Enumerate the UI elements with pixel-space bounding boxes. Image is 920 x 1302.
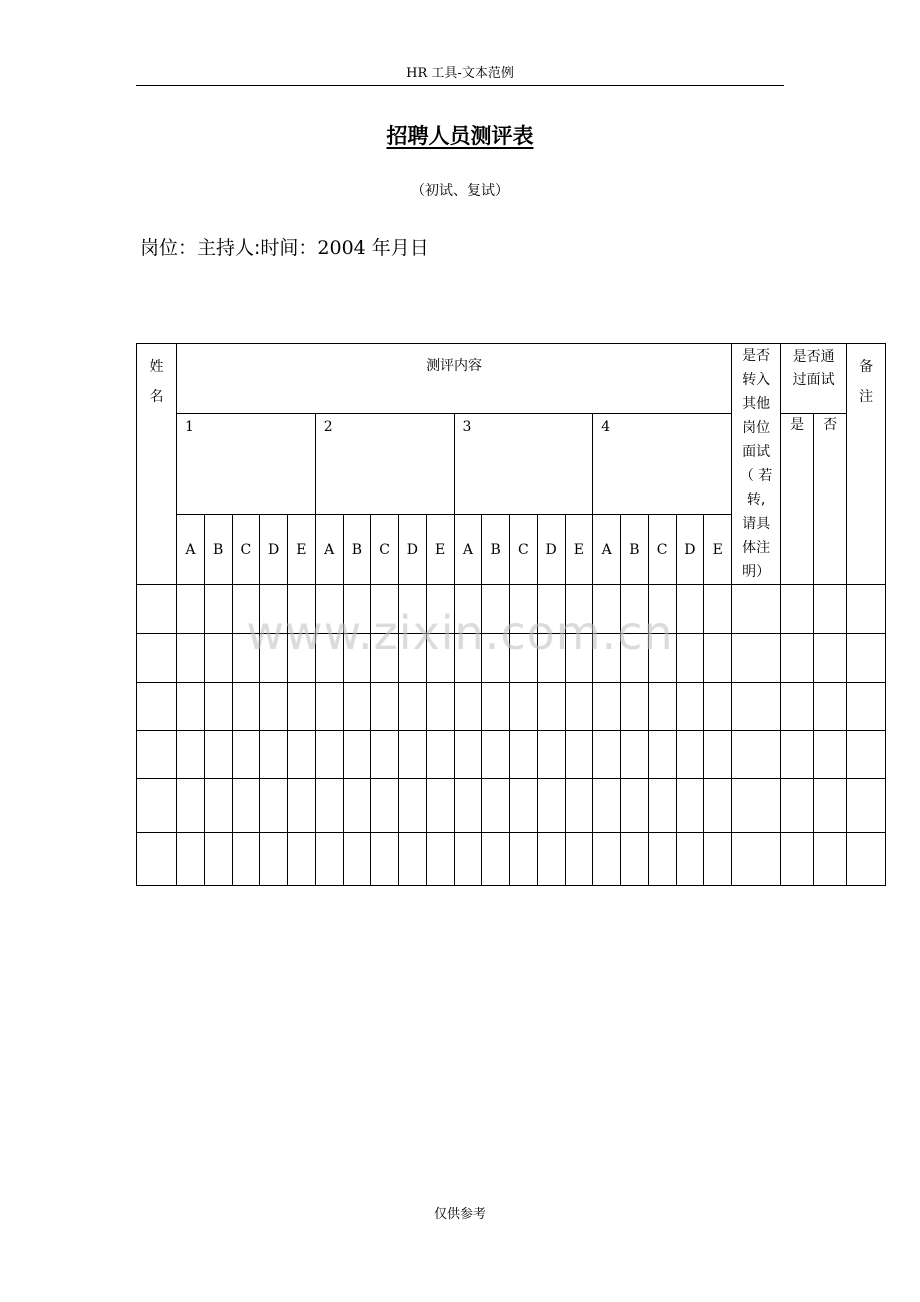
- table-cell[interactable]: [399, 731, 427, 779]
- table-cell[interactable]: [315, 634, 343, 683]
- table-cell[interactable]: [288, 683, 316, 731]
- table-cell[interactable]: [732, 683, 781, 731]
- table-cell[interactable]: [648, 585, 676, 634]
- table-cell[interactable]: [343, 585, 371, 634]
- table-cell[interactable]: [260, 731, 288, 779]
- table-cell[interactable]: [137, 634, 177, 683]
- header-row-1: [137, 344, 886, 414]
- table-cell[interactable]: [426, 634, 454, 683]
- table-cell[interactable]: [732, 779, 781, 833]
- option-1-e: E: [288, 515, 316, 585]
- table-cell[interactable]: [847, 731, 886, 779]
- table-cell[interactable]: [847, 585, 886, 634]
- table-cell[interactable]: [315, 833, 343, 886]
- option-4-c: C: [648, 515, 676, 585]
- table-cell[interactable]: [454, 683, 482, 731]
- option-1-c: C: [232, 515, 260, 585]
- table-cell[interactable]: [814, 731, 847, 779]
- table-cell[interactable]: [399, 683, 427, 731]
- document-title: [0, 122, 920, 150]
- table-cell[interactable]: [288, 585, 316, 634]
- table-cell[interactable]: [648, 779, 676, 833]
- table-cell[interactable]: [343, 779, 371, 833]
- table-cell[interactable]: [510, 779, 538, 833]
- table-cell[interactable]: [676, 585, 704, 634]
- table-row: [137, 585, 886, 634]
- info-date: 2004 年月日: [317, 237, 429, 259]
- table-cell[interactable]: [565, 833, 593, 886]
- table-cell[interactable]: [482, 683, 510, 731]
- table-cell[interactable]: [621, 585, 649, 634]
- table-cell[interactable]: [315, 683, 343, 731]
- table-cell[interactable]: [537, 634, 565, 683]
- table-cell[interactable]: [426, 731, 454, 779]
- table-cell[interactable]: [232, 634, 260, 683]
- table-cell[interactable]: [204, 833, 232, 886]
- table-cell[interactable]: [343, 634, 371, 683]
- table-cell[interactable]: [232, 585, 260, 634]
- option-4-d: D: [676, 515, 704, 585]
- table-cell[interactable]: [593, 683, 621, 731]
- info-line: [140, 236, 429, 260]
- table-cell[interactable]: [454, 634, 482, 683]
- table-cell[interactable]: [621, 833, 649, 886]
- table-cell[interactable]: [260, 585, 288, 634]
- group-header-1: 1: [177, 414, 316, 515]
- content-header: 测评内容: [177, 344, 732, 414]
- table-cell[interactable]: [648, 833, 676, 886]
- table-cell[interactable]: [426, 585, 454, 634]
- table-cell[interactable]: [137, 833, 177, 886]
- table-cell[interactable]: [260, 779, 288, 833]
- table-cell[interactable]: [676, 731, 704, 779]
- title-text: 招聘人员测评表: [386, 123, 534, 148]
- transfer-header: 是否 转入 其他 岗位 面试 （ 若 转, 请具 体注 明）: [732, 344, 781, 585]
- evaluation-table: [136, 343, 886, 886]
- table-cell[interactable]: [814, 779, 847, 833]
- table-cell[interactable]: [510, 833, 538, 886]
- table-cell[interactable]: [232, 683, 260, 731]
- table-cell[interactable]: [371, 683, 399, 731]
- table-cell[interactable]: [232, 731, 260, 779]
- table-cell[interactable]: [593, 833, 621, 886]
- table-cell[interactable]: [137, 731, 177, 779]
- table-cell[interactable]: [177, 683, 205, 731]
- table-cell[interactable]: [399, 833, 427, 886]
- page-header: HR 工具-文本范例: [406, 66, 514, 81]
- table-cell[interactable]: [482, 833, 510, 886]
- table-cell[interactable]: [371, 833, 399, 886]
- table-cell[interactable]: [621, 683, 649, 731]
- table-cell[interactable]: [204, 683, 232, 731]
- table-cell[interactable]: [781, 779, 814, 833]
- table-cell[interactable]: [510, 731, 538, 779]
- option-1-a: A: [177, 515, 205, 585]
- table-cell[interactable]: [648, 634, 676, 683]
- page-footer: 仅供参考: [433, 1207, 486, 1222]
- table-cell[interactable]: [732, 634, 781, 683]
- table-cell[interactable]: [565, 731, 593, 779]
- remarks-header: 备 注: [847, 344, 886, 585]
- table-cell[interactable]: [288, 833, 316, 886]
- table-row: [137, 634, 886, 683]
- table-cell[interactable]: [676, 779, 704, 833]
- table-cell[interactable]: [454, 833, 482, 886]
- table-cell[interactable]: [621, 731, 649, 779]
- table-cell[interactable]: [137, 779, 177, 833]
- table-cell[interactable]: [288, 731, 316, 779]
- table-cell[interactable]: [177, 833, 205, 886]
- table-cell[interactable]: [704, 833, 732, 886]
- table-cell[interactable]: [454, 731, 482, 779]
- table-cell[interactable]: [537, 683, 565, 731]
- table-cell[interactable]: [537, 585, 565, 634]
- pass-no-header: 否: [814, 414, 847, 585]
- info-fields: 岗位：主持人:时间：: [140, 237, 318, 259]
- table-cell[interactable]: [565, 779, 593, 833]
- table-cell[interactable]: [648, 683, 676, 731]
- document-subtitle: （初试、复试）: [411, 183, 509, 199]
- table-cell[interactable]: [593, 634, 621, 683]
- table-cell[interactable]: [137, 585, 177, 634]
- table-cell[interactable]: [814, 634, 847, 683]
- table-cell[interactable]: [732, 833, 781, 886]
- table-cell[interactable]: [426, 833, 454, 886]
- table-cell[interactable]: [814, 833, 847, 886]
- table-cell[interactable]: [482, 731, 510, 779]
- table-cell[interactable]: [593, 731, 621, 779]
- table-cell[interactable]: [704, 731, 732, 779]
- table-cell[interactable]: [232, 779, 260, 833]
- table-cell[interactable]: [315, 779, 343, 833]
- group-header-4: 4: [593, 414, 732, 515]
- table-cell[interactable]: [482, 585, 510, 634]
- table-row: [137, 779, 886, 833]
- table-cell[interactable]: [781, 731, 814, 779]
- table-cell[interactable]: [260, 634, 288, 683]
- table-cell[interactable]: [847, 833, 886, 886]
- table-cell[interactable]: [537, 779, 565, 833]
- table-cell[interactable]: [260, 833, 288, 886]
- table-cell[interactable]: [732, 731, 781, 779]
- table-cell[interactable]: [565, 683, 593, 731]
- table-cell[interactable]: [847, 634, 886, 683]
- table-cell[interactable]: [781, 833, 814, 886]
- table-cell[interactable]: [676, 833, 704, 886]
- table-cell[interactable]: [537, 731, 565, 779]
- table-cell[interactable]: [288, 634, 316, 683]
- option-2-b: B: [343, 515, 371, 585]
- option-3-b: B: [482, 515, 510, 585]
- table-cell[interactable]: [510, 634, 538, 683]
- table-cell[interactable]: [371, 779, 399, 833]
- table-cell[interactable]: [781, 683, 814, 731]
- table-cell[interactable]: [510, 585, 538, 634]
- table-row: [137, 731, 886, 779]
- table-cell[interactable]: [704, 634, 732, 683]
- table-cell[interactable]: [177, 731, 205, 779]
- header-rule: [136, 85, 784, 86]
- option-4-e: E: [704, 515, 732, 585]
- table-cell[interactable]: [482, 779, 510, 833]
- option-4-b: B: [621, 515, 649, 585]
- table-cell[interactable]: [426, 779, 454, 833]
- table-cell[interactable]: [704, 585, 732, 634]
- name-header: 姓 名: [137, 344, 177, 585]
- group-header-3: 3: [454, 414, 593, 515]
- option-2-a: A: [315, 515, 343, 585]
- pass-header: 是否通 过面试: [781, 344, 847, 414]
- table-cell[interactable]: [510, 683, 538, 731]
- table-cell[interactable]: [343, 683, 371, 731]
- option-3-e: E: [565, 515, 593, 585]
- table-cell[interactable]: [676, 634, 704, 683]
- table-cell[interactable]: [137, 683, 177, 731]
- option-1-d: D: [260, 515, 288, 585]
- table-cell[interactable]: [204, 585, 232, 634]
- table-cell[interactable]: [454, 585, 482, 634]
- table-cell[interactable]: [814, 683, 847, 731]
- table-cell[interactable]: [343, 731, 371, 779]
- watermark: www.zixin.com.cn: [246, 606, 674, 660]
- table-cell[interactable]: [537, 833, 565, 886]
- option-3-a: A: [454, 515, 482, 585]
- table-cell[interactable]: [621, 779, 649, 833]
- table-cell[interactable]: [781, 585, 814, 634]
- table-cell[interactable]: [847, 683, 886, 731]
- table-cell[interactable]: [371, 585, 399, 634]
- option-3-d: D: [537, 515, 565, 585]
- table-cell[interactable]: [847, 779, 886, 833]
- table-cell[interactable]: [593, 779, 621, 833]
- option-2-c: C: [371, 515, 399, 585]
- table-cell[interactable]: [593, 585, 621, 634]
- table-cell[interactable]: [204, 634, 232, 683]
- table-cell[interactable]: [621, 634, 649, 683]
- option-1-b: B: [204, 515, 232, 585]
- table-cell[interactable]: [399, 585, 427, 634]
- table-cell[interactable]: [177, 634, 205, 683]
- table-cell[interactable]: [676, 683, 704, 731]
- table-cell[interactable]: [426, 683, 454, 731]
- pass-yes-header: 是: [781, 414, 814, 585]
- table-cell[interactable]: [204, 779, 232, 833]
- table-cell[interactable]: [565, 585, 593, 634]
- table-cell[interactable]: [482, 634, 510, 683]
- table-cell[interactable]: [399, 634, 427, 683]
- table-cell[interactable]: [371, 731, 399, 779]
- table-cell[interactable]: [343, 833, 371, 886]
- table-cell[interactable]: [814, 585, 847, 634]
- table-cell[interactable]: [315, 731, 343, 779]
- table-row: [137, 683, 886, 731]
- option-3-c: C: [510, 515, 538, 585]
- table-cell[interactable]: [315, 585, 343, 634]
- table-cell[interactable]: [732, 585, 781, 634]
- table-cell[interactable]: [648, 731, 676, 779]
- table-cell[interactable]: [288, 779, 316, 833]
- table-cell[interactable]: [565, 634, 593, 683]
- table-cell[interactable]: [399, 779, 427, 833]
- group-header-2: 2: [315, 414, 454, 515]
- option-2-e: E: [426, 515, 454, 585]
- table-cell[interactable]: [177, 779, 205, 833]
- table-cell[interactable]: [781, 634, 814, 683]
- table-cell[interactable]: [454, 779, 482, 833]
- table-cell[interactable]: [371, 634, 399, 683]
- option-4-a: A: [593, 515, 621, 585]
- table-cell[interactable]: [177, 585, 205, 634]
- table-row: [137, 833, 886, 886]
- table-cell[interactable]: [704, 779, 732, 833]
- option-2-d: D: [399, 515, 427, 585]
- table-cell[interactable]: [704, 683, 732, 731]
- table-cell[interactable]: [232, 833, 260, 886]
- table-cell[interactable]: [204, 731, 232, 779]
- table-cell[interactable]: [260, 683, 288, 731]
